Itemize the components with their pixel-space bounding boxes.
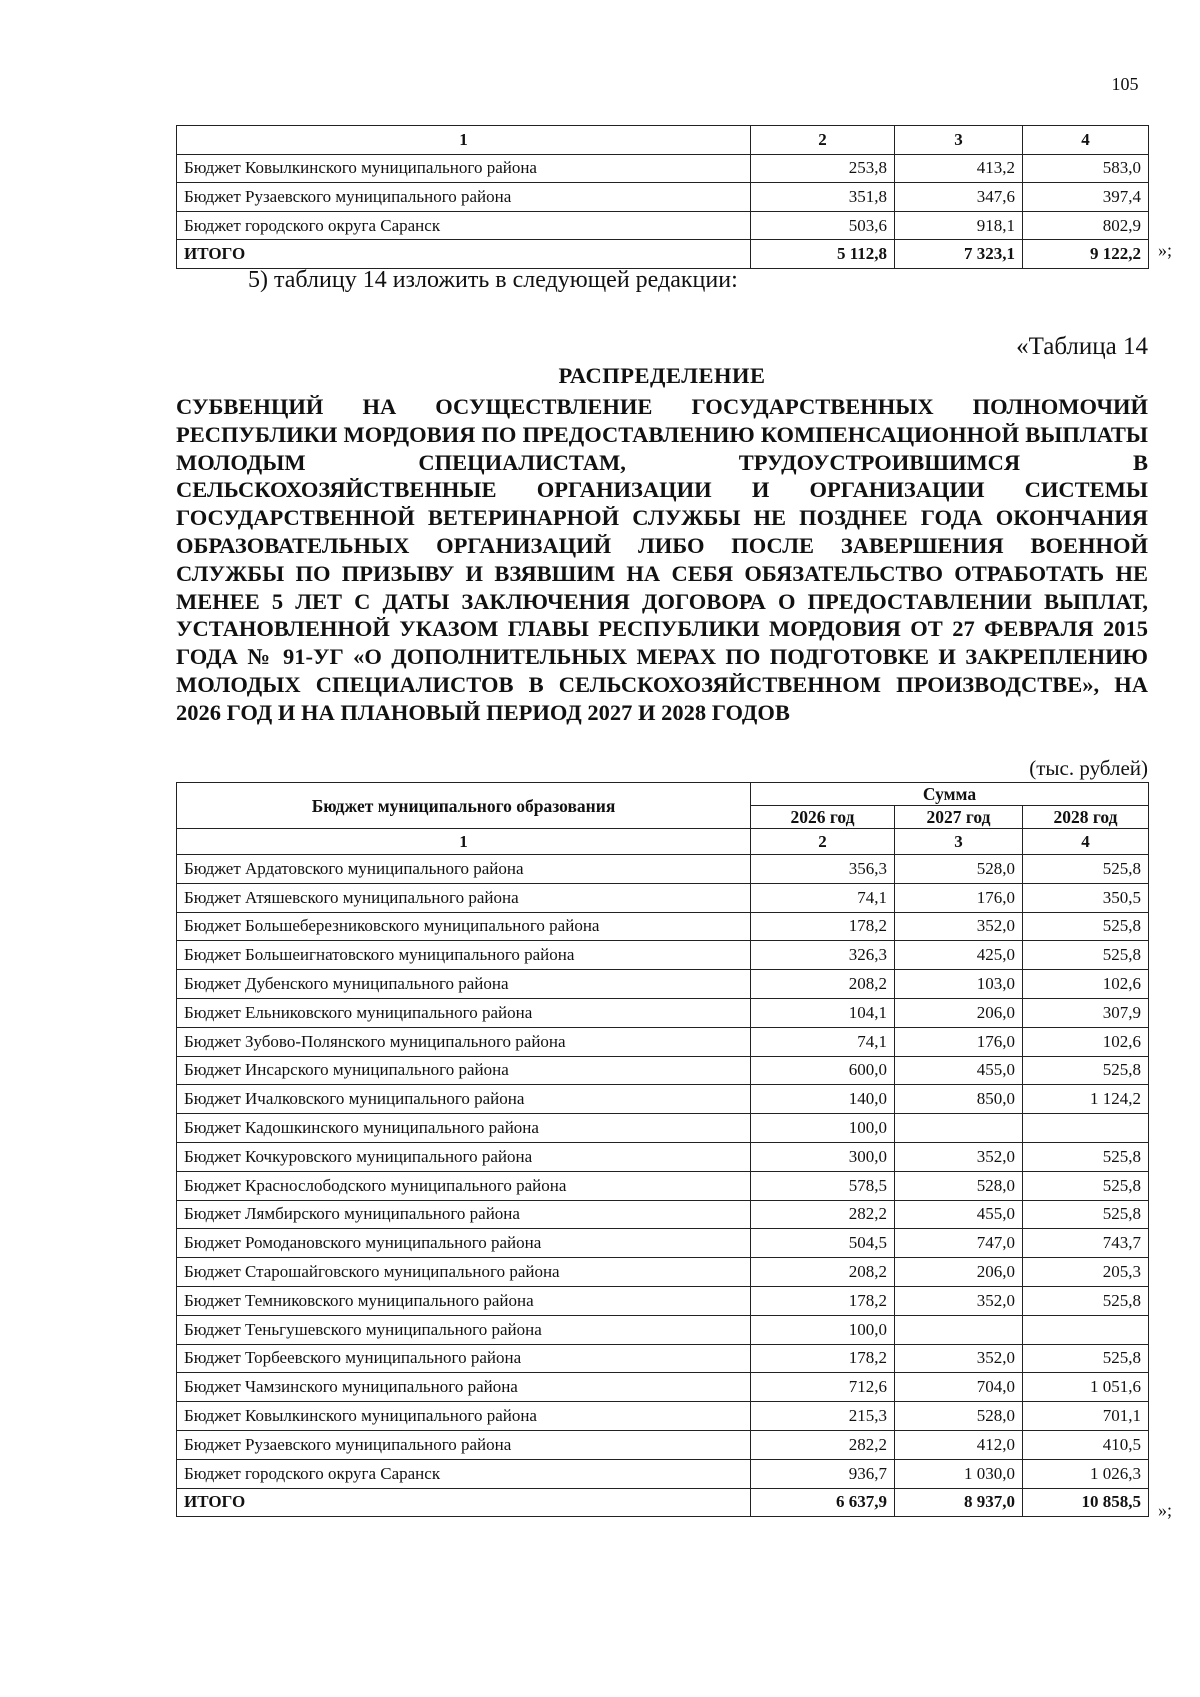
amount-cell-2027: 352,0 [895,1286,1023,1315]
budget-column-header: Бюджет муниципального образования [177,783,751,829]
budget-name-cell: Бюджет Атяшевского муниципального района [177,883,751,912]
amount-cell-2028: 743,7 [1023,1229,1149,1258]
closing-quote-mark: »; [1158,1500,1173,1520]
table-row [177,855,1149,884]
amount-cell-2028: 802,9 [1023,211,1149,240]
amount-cell-2026: 578,5 [751,1171,895,1200]
amount-cell-2028: 102,6 [1023,970,1149,999]
table-row [177,1229,1149,1258]
amount-cell-2027: 528,0 [895,855,1023,884]
amount-cell-2027: 1 030,0 [895,1459,1023,1488]
total-label: ИТОГО [177,240,751,269]
amount-cell-2026: 100,0 [751,1315,895,1344]
amount-cell-2026: 282,2 [751,1430,895,1459]
table-row [177,154,1149,183]
budget-name-cell: Бюджет Ичалковского муниципального района [177,1085,751,1114]
amount-cell-2028: 583,0 [1023,154,1149,183]
amount-cell-2028: 525,8 [1023,1344,1149,1373]
column-number: 1 [177,126,751,155]
budget-name-cell: Бюджет Краснослободского муниципального района [177,1171,751,1200]
amount-cell-2027: 412,0 [895,1430,1023,1459]
amount-cell-2026: 100,0 [751,1114,895,1143]
column-number: 3 [895,126,1023,155]
amount-cell-2027: 8 937,0 [895,1488,1023,1517]
budget-name-cell: Бюджет Ардатовского муниципального района [177,855,751,884]
amount-cell-2027: 7 323,1 [895,240,1023,269]
table-row [177,1258,1149,1287]
budget-name-cell: Бюджет Ковылкинского муниципального района [177,1402,751,1431]
amount-cell-2028 [1023,1315,1149,1344]
column-number-row [177,829,1149,855]
amount-cell-2028: 525,8 [1023,1200,1149,1229]
budget-name-cell: Бюджет Зубово-Полянского муниципального района [177,1027,751,1056]
budget-name-cell: Бюджет Темниковского муниципального района [177,1286,751,1315]
table-row [177,183,1149,212]
table-row [177,1430,1149,1459]
sum-column-header: Сумма [751,783,1149,806]
amount-cell-2028: 102,6 [1023,1027,1149,1056]
column-number: 3 [895,829,1023,855]
amount-cell-2027: 103,0 [895,970,1023,999]
table-row [177,1459,1149,1488]
budget-name-cell: Бюджет Торбеевского муниципального района [177,1344,751,1373]
budget-name-cell: Бюджет Старошайговского муниципального района [177,1258,751,1287]
budget-name-cell: Бюджет Дубенского муниципального района [177,970,751,999]
budget-name-cell: Бюджет Рузаевского муниципального района [177,183,751,212]
amount-cell-2027: 747,0 [895,1229,1023,1258]
amount-cell-2028: 1 124,2 [1023,1085,1149,1114]
amount-cell-2026: 504,5 [751,1229,895,1258]
budget-name-cell: Бюджет Рузаевского муниципального района [177,1430,751,1459]
amount-cell-2027: 352,0 [895,1344,1023,1373]
year-header: 2027 год [895,806,1023,829]
column-number: 2 [751,829,895,855]
amount-cell-2028: 525,8 [1023,912,1149,941]
amount-cell-2026: 140,0 [751,1085,895,1114]
amount-cell-2028: 1 051,6 [1023,1373,1149,1402]
table-row [177,998,1149,1027]
total-row [177,240,1149,269]
table-row [177,1027,1149,1056]
amount-cell-2027: 528,0 [895,1402,1023,1431]
column-number: 4 [1023,126,1149,155]
column-number: 4 [1023,829,1149,855]
amount-cell-2027: 918,1 [895,211,1023,240]
amount-cell-2026: 178,2 [751,1286,895,1315]
budget-name-cell: Бюджет Ельниковского муниципального района [177,998,751,1027]
amount-cell-2028: 525,8 [1023,855,1149,884]
budget-name-cell: Бюджет городского округа Саранск [177,211,751,240]
amount-cell-2026: 74,1 [751,1027,895,1056]
budget-name-cell: Бюджет Теньгушевского муниципального района [177,1315,751,1344]
amount-cell-2026: 503,6 [751,211,895,240]
amount-cell-2027: 206,0 [895,1258,1023,1287]
amount-cell-2026: 208,2 [751,1258,895,1287]
amount-cell-2027 [895,1315,1023,1344]
table-row [177,1286,1149,1315]
amount-cell-2027 [895,1114,1023,1143]
table-row [177,941,1149,970]
heading-title: РАСПРЕДЕЛЕНИЕ [558,363,766,388]
amount-cell-2026: 936,7 [751,1459,895,1488]
amount-cell-2028: 307,9 [1023,998,1149,1027]
amount-cell-2026: 74,1 [751,883,895,912]
amount-cell-2026: 282,2 [751,1200,895,1229]
table-row [177,1344,1149,1373]
budget-name-cell: Бюджет Ромодановского муниципального района [177,1229,751,1258]
distribution-table [176,782,1149,1517]
amount-cell-2026: 326,3 [751,941,895,970]
amount-cell-2026: 208,2 [751,970,895,999]
table-row [177,1315,1149,1344]
amount-cell-2027: 176,0 [895,883,1023,912]
amount-cell-2026: 600,0 [751,1056,895,1085]
table-row [177,1056,1149,1085]
table-row [177,1402,1149,1431]
amount-cell-2027: 455,0 [895,1200,1023,1229]
amendment-instruction: 5) таблицу 14 изложить в следующей редакции: [248,267,738,293]
amount-cell-2026: 178,2 [751,1344,895,1373]
total-row [177,1488,1149,1517]
amount-cell-2026: 178,2 [751,912,895,941]
table-row [177,970,1149,999]
amount-cell-2027: 352,0 [895,912,1023,941]
amount-cell-2028: 525,8 [1023,1056,1149,1085]
column-number: 1 [177,829,751,855]
amount-cell-2026: 104,1 [751,998,895,1027]
amount-cell-2027: 455,0 [895,1056,1023,1085]
year-header: 2026 год [751,806,895,829]
table-row [177,1142,1149,1171]
budget-name-cell: Бюджет Кадошкинского муниципального района [177,1114,751,1143]
closing-quote-mark: »; [1158,240,1173,260]
amount-cell-2028: 701,1 [1023,1402,1149,1431]
budget-name-cell: Бюджет городского округа Саранск [177,1459,751,1488]
heading-description: СУБВЕНЦИЙ НА ОСУЩЕСТВЛЕНИЕ ГОСУДАРСТВЕННЫХ ПОЛНОМОЧИЙ РЕСПУБЛИКИ МОРДОВИЯ ПО ПРЕДОСТАВЛЕНИЮ КОМПЕНСАЦИОННОЙ ВЫПЛАТЫ МОЛОДЫМ СПЕЦИАЛИСТАМ, ТРУДОУСТРОИВШИМСЯ В СЕЛЬСКОХОЗЯЙСТВЕННЫЕ ОРГАНИЗАЦИИ И ОРГАНИЗАЦИИ СИСТЕМЫ ГОСУДАРСТВЕННОЙ ВЕТЕРИНАРНОЙ СЛУЖБЫ НЕ ПОЗДНЕЕ ГОДА ОКОНЧАНИЯ ОБРАЗОВАТЕЛЬНЫХ ОРГАНИЗАЦИЙ ЛИБО ПОСЛЕ ЗАВЕРШЕНИЯ ВОЕННОЙ СЛУЖБЫ ПО ПРИЗЫВУ И ВЗЯВШИМ НА СЕБЯ ОБЯЗАТЕЛЬСТВО ОТРАБОТАТЬ НЕ МЕНЕЕ 5 ЛЕТ С ДАТЫ ЗАКЛЮЧЕНИЯ ДОГОВОРА О ПРЕДОСТАВЛЕНИИ ВЫПЛАТ, УСТАНОВЛЕННОЙ УКАЗОМ ГЛАВЫ РЕСПУБЛИКИ МОРДОВИЯ ОТ 27 ФЕВРАЛЯ 2015 ГОДА № 91-УГ «О ДОПОЛНИТЕЛЬНЫХ МЕРАХ ПО ПОДГОТОВКЕ И ЗАКРЕПЛЕНИЮ МОЛОДЫХ СПЕЦИАЛИСТОВ В СЕЛЬСКОХОЗЯЙСТВЕННОМ ПРОИЗВОДСТВЕ», НА 2026 ГОД И НА ПЛАНОВЫЙ ПЕРИОД 2027 И 2028 ГОДОВ [176,394,1148,725]
units-label: (тыс. рублей) [1029,756,1148,780]
amount-cell-2028: 350,5 [1023,883,1149,912]
budget-name-cell: Бюджет Лямбирского муниципального района [177,1200,751,1229]
amount-cell-2026: 356,3 [751,855,895,884]
amount-cell-2027: 206,0 [895,998,1023,1027]
amount-cell-2028: 397,4 [1023,183,1149,212]
budget-name-cell: Бюджет Ковылкинского муниципального района [177,154,751,183]
amount-cell-2026: 300,0 [751,1142,895,1171]
table-row [177,1171,1149,1200]
budget-name-cell: Бюджет Кочкуровского муниципального района [177,1142,751,1171]
amount-cell-2027: 425,0 [895,941,1023,970]
previous-table [176,125,1149,269]
amount-cell-2028: 525,8 [1023,1171,1149,1200]
amount-cell-2026: 6 637,9 [751,1488,895,1517]
budget-name-cell: Бюджет Большеберезниковского муниципального района [177,912,751,941]
amount-cell-2028: 525,8 [1023,1286,1149,1315]
amount-cell-2028: 1 026,3 [1023,1459,1149,1488]
amount-cell-2026: 215,3 [751,1402,895,1431]
amount-cell-2028: 525,8 [1023,1142,1149,1171]
page-number: 105 [1111,74,1139,94]
amount-cell-2026: 253,8 [751,154,895,183]
table-row [177,883,1149,912]
table-row [177,1373,1149,1402]
table-row [177,1085,1149,1114]
amount-cell-2027: 347,6 [895,183,1023,212]
amount-cell-2028: 205,3 [1023,1258,1149,1287]
amount-cell-2026: 5 112,8 [751,240,895,269]
table-caption: «Таблица 14 [1016,333,1148,360]
column-number: 2 [751,126,895,155]
table-row [177,211,1149,240]
column-number-row [177,126,1149,155]
budget-name-cell: Бюджет Чамзинского муниципального района [177,1373,751,1402]
header-row [177,783,1149,806]
table-row [177,1114,1149,1143]
budget-name-cell: Бюджет Большеигнатовского муниципального района [177,941,751,970]
amount-cell-2027: 352,0 [895,1142,1023,1171]
amount-cell-2028 [1023,1114,1149,1143]
amount-cell-2028: 525,8 [1023,941,1149,970]
amount-cell-2028: 410,5 [1023,1430,1149,1459]
amount-cell-2026: 712,6 [751,1373,895,1402]
amount-cell-2027: 413,2 [895,154,1023,183]
total-label: ИТОГО [177,1488,751,1517]
year-header: 2028 год [1023,806,1149,829]
table-row [177,912,1149,941]
amount-cell-2027: 704,0 [895,1373,1023,1402]
amount-cell-2027: 850,0 [895,1085,1023,1114]
table-row [177,1200,1149,1229]
amount-cell-2027: 528,0 [895,1171,1023,1200]
amount-cell-2028: 10 858,5 [1023,1488,1149,1517]
amount-cell-2027: 176,0 [895,1027,1023,1056]
amount-cell-2028: 9 122,2 [1023,240,1149,269]
budget-name-cell: Бюджет Инсарского муниципального района [177,1056,751,1085]
amount-cell-2026: 351,8 [751,183,895,212]
